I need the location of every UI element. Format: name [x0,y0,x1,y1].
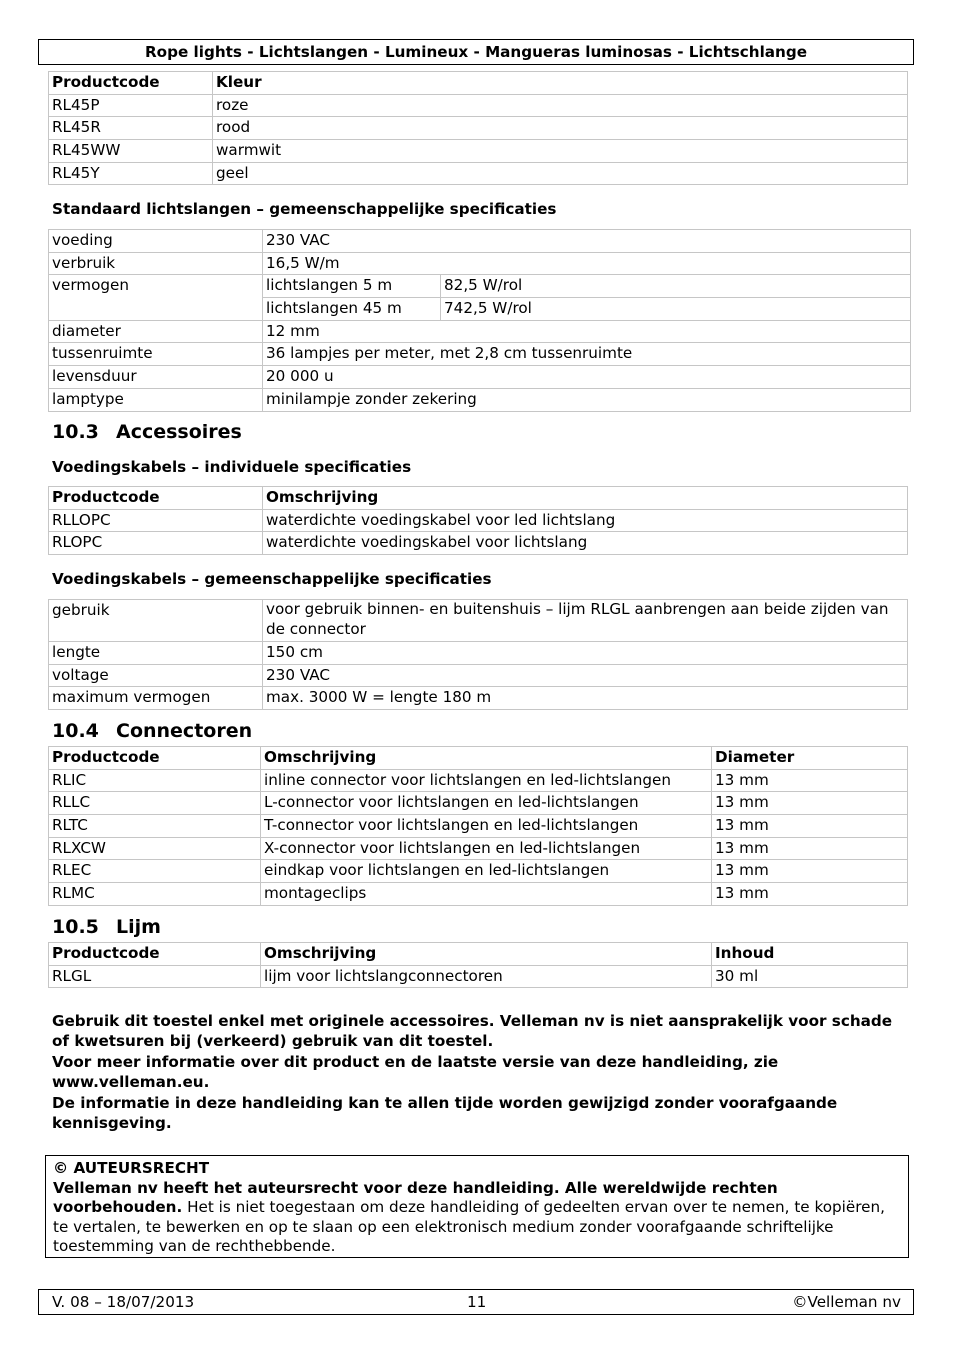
table-cell: RLOPC [49,532,263,555]
spec-value: 12 mm [263,320,911,343]
spec-value: 82,5 W/rol [441,275,911,298]
table-row [49,230,911,253]
spec-value: max. 3000 W = lengte 180 m [263,687,908,710]
copyright-title: © AUTEURSRECHT [53,1159,210,1177]
footer-version: V. 08 – 18/07/2013 [52,1293,195,1311]
header-cell: Omschrijving [261,747,712,770]
spec-value: 36 lampjes per meter, met 2,8 cm tussenruimte [263,343,911,366]
header-cell: Productcode [49,943,261,966]
table-cell: 13 mm [712,792,908,815]
table-cell: RL45WW [49,140,213,163]
spec-label: verbruik [49,252,263,275]
table-cell: inline connector voor lichtslangen en led-lichtslangen [261,769,712,792]
table-row [49,860,908,883]
table-row [49,388,911,411]
section-title: Connectoren [116,720,253,742]
spec-label: lengte [49,642,263,665]
table-cell: RLLOPC [49,509,263,532]
section-heading-10-3 [52,421,242,443]
spec-label: voltage [49,664,263,687]
table-cell: lijm voor lichtslangconnectoren [261,965,712,988]
table-cell: 30 ml [712,965,908,988]
table-cell: eindkap voor lichtslangen en led-lichtslangen [261,860,712,883]
table-row [49,94,908,117]
table-row [49,965,908,988]
table-cell: roze [213,94,908,117]
copyright-text: Het is niet toegestaan om deze handleiding of gedeelten ervan over te nemen, te kopiëren, te vertalen, te bewerken en op te slaan op een elektronisch medium zonder voorafgaande schriftelijke toestemming van de rechthebbende. [53,1198,885,1256]
copyright-box [45,1155,909,1258]
section-number: 10.5 [52,916,99,938]
footer-company: ©Velleman nv [792,1293,901,1311]
table-cell: RLEC [49,860,261,883]
table-cell: X-connector voor lichtslangen en led-lichtslangen [261,837,712,860]
note-paragraph: Voor meer informatie over dit product en de laatste versie van deze handleiding, zie www.velleman.eu. [52,1052,779,1092]
table-row [49,664,908,687]
section-heading-10-5 [52,916,161,938]
table-row [49,509,908,532]
table-cell: waterdichte voedingskabel voor lichtslang [263,532,908,555]
cables-individual-title: Voedingskabels – individuele specificaties [52,458,412,476]
table-cell: RL45P [49,94,213,117]
table-cell: RLTC [49,815,261,838]
note-paragraph: Gebruik dit toestel enkel met originele accessoires. Velleman nv is niet aansprakelijk voor schade of kwetsuren bij (verkeerd) gebruik van dit toestel. [52,1012,893,1051]
table-cell: RLMC [49,883,261,906]
cables-common-table [48,599,908,710]
header-cell: Diameter [712,747,908,770]
table-row [49,275,911,298]
table-row [49,792,908,815]
header-cell: Productcode [49,487,263,510]
header-cell: Productcode [49,72,213,95]
spec-label: maximum vermogen [49,687,263,710]
table-row [49,532,908,555]
table-cell: T-connector voor lichtslangen en led-lichtslangen [261,815,712,838]
table-cell: 13 mm [712,815,908,838]
table-cell: 13 mm [712,860,908,883]
table-cell: montageclips [261,883,712,906]
section-number: 10.3 [52,421,99,443]
notes-block [52,1011,912,1133]
table-row [49,117,908,140]
table-header-row [49,747,908,770]
spec-value: 230 VAC [263,230,911,253]
color-table [48,71,908,185]
table-row [49,837,908,860]
note-paragraph: De informatie in deze handleiding kan te allen tijde worden gewijzigd zonder voorafgaande kennisgeving. [52,1093,838,1133]
header-cell: Productcode [49,747,261,770]
table-row [49,162,908,185]
spec-value: 20 000 u [263,366,911,389]
spec-value: 16,5 W/m [263,252,911,275]
cables-individual-table [48,486,908,555]
spec-label: diameter [49,320,263,343]
std-specs-title: Standaard lichtslangen – gemeenschappelijke specificaties [52,200,557,218]
section-number: 10.4 [52,720,99,742]
table-cell: waterdichte voedingskabel voor led lichtslang [263,509,908,532]
table-row [49,320,911,343]
spec-value: minilampje zonder zekering [263,388,911,411]
table-row [49,883,908,906]
section-title: Accessoires [116,421,242,443]
table-row [49,769,908,792]
copyright-bold-text: Velleman nv heeft het auteursrecht voor deze handleiding. Alle wereldwijde rechten voorbehouden. [53,1178,778,1217]
table-row [49,815,908,838]
std-specs-table [48,229,911,412]
table-row [49,687,908,710]
spec-value: 230 VAC [263,664,908,687]
table-cell: 13 mm [712,837,908,860]
header-cell: Kleur [213,72,908,95]
copyright-body [53,1179,901,1257]
page-header: Rope lights - Lichtslangen - Lumineux - Mangueras luminosas - Lichtschlange [38,39,914,65]
table-cell: L-connector voor lichtslangen en led-lichtslangen [261,792,712,815]
spec-label: lamptype [49,388,263,411]
spec-label: tussenruimte [49,343,263,366]
table-cell: warmwit [213,140,908,163]
spec-label: levensduur [49,366,263,389]
spec-label: vermogen [49,275,263,320]
connectors-table [48,746,908,906]
header-cell: Omschrijving [261,943,712,966]
table-row [49,642,908,665]
spec-value: voor gebruik binnen- en buitenshuis – lijm RLGL aanbrengen aan beide zijden van de connector [263,600,908,642]
spec-value: 150 cm [263,642,908,665]
cables-common-title: Voedingskabels – gemeenschappelijke specificaties [52,570,492,588]
table-cell: 13 mm [712,769,908,792]
page-footer [38,1289,914,1315]
table-row [49,366,911,389]
table-cell: rood [213,117,908,140]
table-cell: RLIC [49,769,261,792]
spec-sub-label: lichtslangen 45 m [263,298,441,321]
spec-value: 742,5 W/rol [441,298,911,321]
spec-label: gebruik [49,600,263,642]
glue-table [48,942,908,988]
table-row [49,600,908,642]
header-cell: Omschrijving [263,487,908,510]
table-cell: RLXCW [49,837,261,860]
table-cell: RLLC [49,792,261,815]
table-cell: RL45Y [49,162,213,185]
table-header-row [49,487,908,510]
header-cell: Inhoud [712,943,908,966]
table-row [49,140,908,163]
table-header-row [49,943,908,966]
table-cell: geel [213,162,908,185]
table-row [49,343,911,366]
spec-label: voeding [49,230,263,253]
page-number: 11 [467,1293,487,1311]
table-cell: RL45R [49,117,213,140]
table-header-row [49,72,908,95]
spec-sub-label: lichtslangen 5 m [263,275,441,298]
table-cell: RLGL [49,965,261,988]
section-heading-10-4 [52,720,252,742]
table-row [49,252,911,275]
section-title: Lijm [116,916,161,938]
table-cell: 13 mm [712,883,908,906]
